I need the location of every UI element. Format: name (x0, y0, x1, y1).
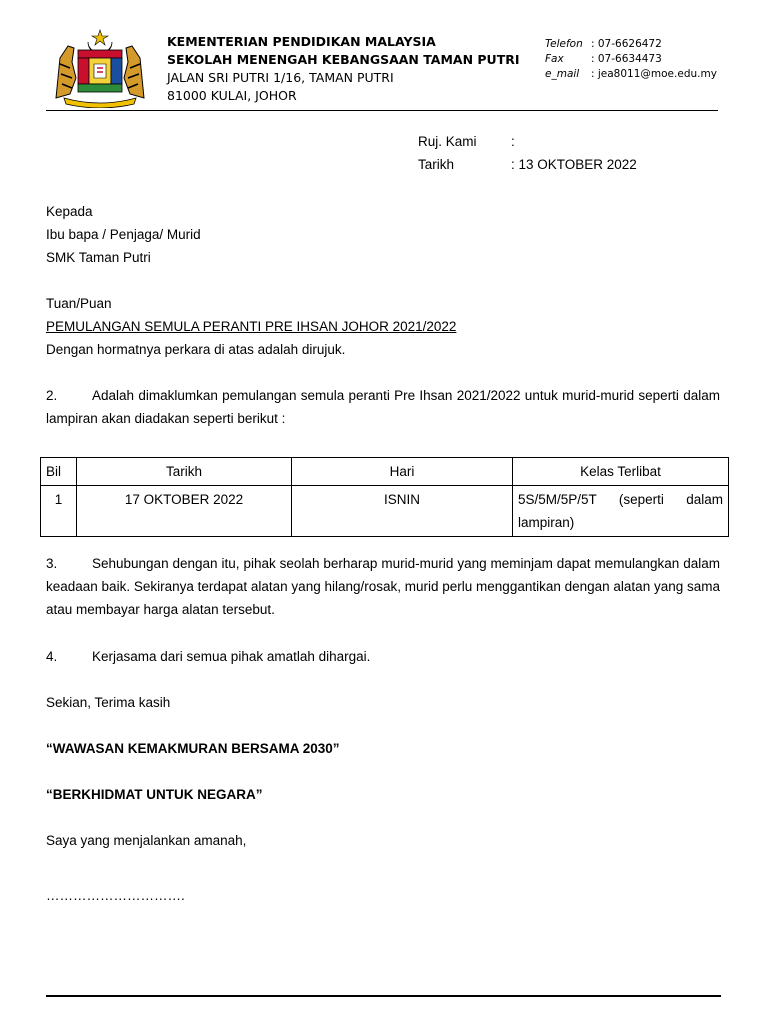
table-cell: ISNIN (292, 486, 513, 537)
ruj-value: : (511, 134, 515, 149)
email-value: : jea8011@moe.edu.my (591, 68, 717, 80)
fax-value: : 07-6634473 (591, 53, 662, 65)
recipient-line-2: Ibu bapa / Penjaga/ Murid (46, 227, 201, 242)
paragraph-4 (46, 645, 720, 668)
email-label: e_mail (545, 68, 580, 80)
table-header-cell: Kelas Terlibat (513, 458, 729, 486)
address-line-2: 81000 KULAI, JOHOR (167, 88, 297, 103)
header-divider (46, 110, 718, 111)
paragraph-2 (46, 384, 720, 430)
paragraph-3-number: 3. (46, 556, 58, 571)
table-header-cell: Bil (41, 458, 77, 486)
table-cell: 17 OKTOBER 2022 (77, 486, 292, 537)
subject-block (46, 292, 456, 361)
fax-label: Fax (545, 53, 564, 65)
recipient-block (46, 200, 201, 269)
paragraph-4-text: Kerjasama dari semua pihak amatlah dihargai. (92, 649, 371, 664)
contact-block (545, 37, 717, 82)
paragraph-4-number: 4. (46, 649, 58, 664)
letterhead (167, 33, 520, 105)
paragraph-2-number: 2. (46, 388, 58, 403)
signature-placeholder: …………………………. (46, 888, 185, 903)
table-cell: 5S/5M/5P/5T (seperti dalam lampiran) (513, 486, 729, 537)
phone-label: Telefon (545, 38, 583, 50)
table-header-cell: Tarikh (77, 458, 292, 486)
date-row (418, 153, 637, 176)
school-name: SEKOLAH MENENGAH KEBANGSAAN TAMAN PUTRI (167, 52, 520, 67)
table-cell: 1 (41, 486, 77, 537)
phone-value: : 07-6626472 (591, 38, 662, 50)
date-value: : 13 OKTOBER 2022 (511, 157, 637, 172)
fax-row (545, 52, 717, 67)
reference-block (418, 130, 637, 176)
ruj-row (418, 130, 637, 153)
table-header-row (41, 458, 729, 486)
closing-line: Sekian, Terima kasih (46, 695, 171, 710)
email-row (545, 67, 717, 82)
motto-2: “BERKHIDMAT UNTUK NEGARA” (46, 787, 263, 802)
paragraph-2-text: Adalah dimaklumkan pemulangan semula peranti Pre Ihsan 2021/2022 untuk murid-murid seperti dalam lampiran akan diadakan seperti berikut : (46, 388, 720, 426)
paragraph-3-text: Sehubungan dengan itu, pihak seolah berharap murid-murid yang meminjam dapat memulangkan dalam keadaan baik. Sekiranya terdapat alatan yang hilang/rosak, murid perlu menggantikan dengan alatan yang sama atau membayar harga alatan tersebut. (46, 556, 720, 617)
footer-divider (46, 995, 721, 997)
salutation: Tuan/Puan (46, 296, 112, 311)
opening-line: Dengan hormatnya perkara di atas adalah dirujuk. (46, 342, 346, 357)
table-row (41, 486, 729, 537)
malaysia-coat-of-arms-icon (50, 28, 150, 108)
recipient-line-1: Kepada (46, 204, 93, 219)
phone-row (545, 37, 717, 52)
address-line-1: JALAN SRI PUTRI 1/16, TAMAN PUTRI (167, 70, 394, 85)
subject-line: PEMULANGAN SEMULA PERANTI PRE IHSAN JOHOR 2021/2022 (46, 319, 457, 334)
ruj-label: Ruj. Kami (418, 134, 477, 149)
date-label: Tarikh (418, 157, 455, 172)
schedule-table (40, 457, 729, 537)
table-header-cell: Hari (292, 458, 513, 486)
paragraph-3 (46, 552, 720, 621)
sign-line: Saya yang menjalankan amanah, (46, 833, 247, 848)
recipient-line-3: SMK Taman Putri (46, 250, 151, 265)
ministry-name: KEMENTERIAN PENDIDIKAN MALAYSIA (167, 34, 436, 49)
motto-1: “WAWASAN KEMAKMURAN BERSAMA 2030” (46, 741, 340, 756)
